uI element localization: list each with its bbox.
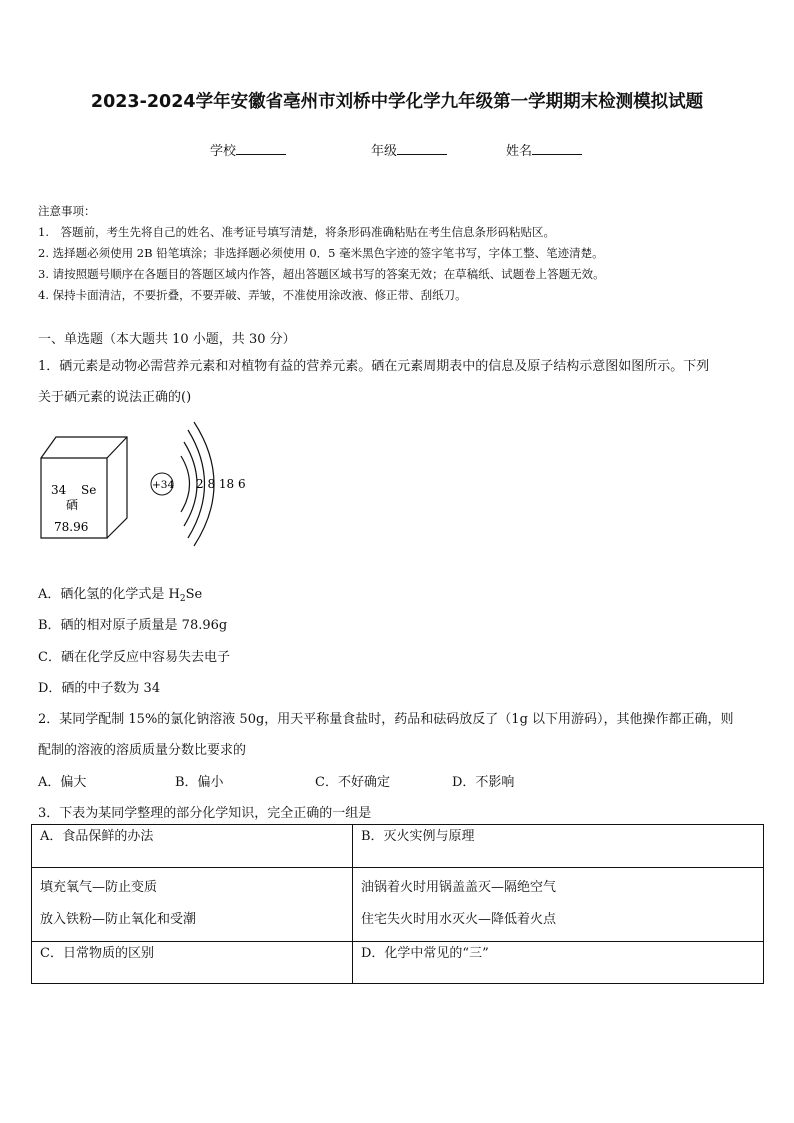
atomic-mass: 78.96 [54, 520, 89, 534]
knowledge-table [31, 824, 764, 984]
table-cell-a-head: A．食品保鲜的办法 [32, 825, 353, 868]
name-field[interactable] [506, 140, 582, 159]
table-cell-a-body [32, 868, 353, 942]
atomic-number: 34 [51, 483, 67, 497]
grade-field[interactable] [371, 140, 447, 159]
q2-option-d[interactable]: D．不影响 [452, 775, 515, 790]
q1-stem-line1: 1．硒元素是动物必需营养元素和对植物有益的营养元素。硒在元素周期表中的信息及原子结构示意图如图所示。下列 [38, 359, 710, 374]
q2-option-a[interactable]: A．偏大 [38, 775, 87, 790]
q3-stem: 3．下表为某同学整理的部分化学知识，完全正确的一组是 [38, 806, 372, 821]
q2-stem-line1: 2．某同学配制 15%的氯化钠溶液 50g，用天平称量食盐时，药品和砝码放反了（1g 以下用游码），其他操作都正确，则 [38, 712, 734, 727]
q2-option-c[interactable]: C．不好确定 [315, 775, 390, 790]
table-line: 放入铁粉—防止氧化和受潮 [40, 912, 197, 927]
section-heading: 一、单选题（本大题共 10 小题，共 30 分） [38, 332, 296, 347]
q1-option-b[interactable]: B．硒的相对原子质量是 78.96g [38, 618, 228, 633]
element-symbol: Se [81, 483, 97, 497]
note-item: 4. 保持卡面清洁，不要折叠，不要弄破、弄皱，不准使用涂改液、修正带、刮纸刀。 [38, 288, 467, 302]
school-label: 学校 [210, 144, 237, 159]
nucleus-charge: +34 [152, 479, 175, 491]
note-item: 2. 选择题必须使用 2B 铅笔填涂；非选择题必须使用 0．5 毫米黑色字迹的签字笔书写，字体工整、笔迹清楚。 [38, 246, 604, 260]
name-blank[interactable] [532, 142, 582, 155]
q1-option-a-text: A．硒化氢的化学式是 H [38, 587, 180, 602]
note-item: 3. 请按照题号顺序在各题目的答题区域内作答，超出答题区域书写的答案无效；在草稿纸、试题卷上答题无效。 [38, 267, 605, 281]
shell-electrons: 2 8 18 6 [196, 477, 246, 491]
q1-option-d[interactable]: D．硒的中子数为 34 [38, 681, 161, 696]
selenium-diagram [38, 418, 258, 548]
notes-heading: 注意事项： [38, 204, 96, 218]
table-line: 油锅着火时用锅盖盖灭—隔绝空气 [361, 880, 557, 895]
element-name: 硒 [66, 498, 79, 512]
q1-option-a-sub: 2 [179, 594, 186, 604]
q2-stem-line2: 配制的溶液的溶质质量分数比要求的 [38, 743, 247, 758]
note-item: 1. 答题前，考生先将自己的姓名、准考证号填写清楚，将条形码准确粘贴在考生信息条形码粘贴区。 [38, 225, 555, 239]
table-cell-b-body [353, 868, 764, 942]
school-field[interactable] [210, 140, 286, 159]
page-title: 2023-2024学年安徽省亳州市刘桥中学化学九年级第一学期期末检测模拟试题 [90, 92, 704, 112]
table-cell-c-head: C．日常物质的区别 [32, 942, 353, 984]
table-cell-d-head: D．化学中常见的“三” [353, 942, 764, 984]
name-label: 姓名 [506, 144, 533, 159]
q1-option-a-post: Se [185, 587, 203, 602]
table-cell-b-head: B．灭火实例与原理 [353, 825, 764, 868]
table-line: 住宅失火时用水灭火—降低着火点 [361, 912, 557, 927]
q1-option-a[interactable] [38, 583, 202, 604]
school-blank[interactable] [236, 142, 286, 155]
selenium-figure [38, 418, 258, 548]
grade-blank[interactable] [397, 142, 447, 155]
q1-option-c[interactable]: C．硒在化学反应中容易失去电子 [38, 650, 230, 665]
q1-stem-line2: 关于硒元素的说法正确的() [38, 390, 192, 405]
q2-option-b[interactable]: B．偏小 [175, 775, 224, 790]
grade-label: 年级 [371, 144, 398, 159]
table-line: 填充氧气—防止变质 [40, 880, 158, 895]
